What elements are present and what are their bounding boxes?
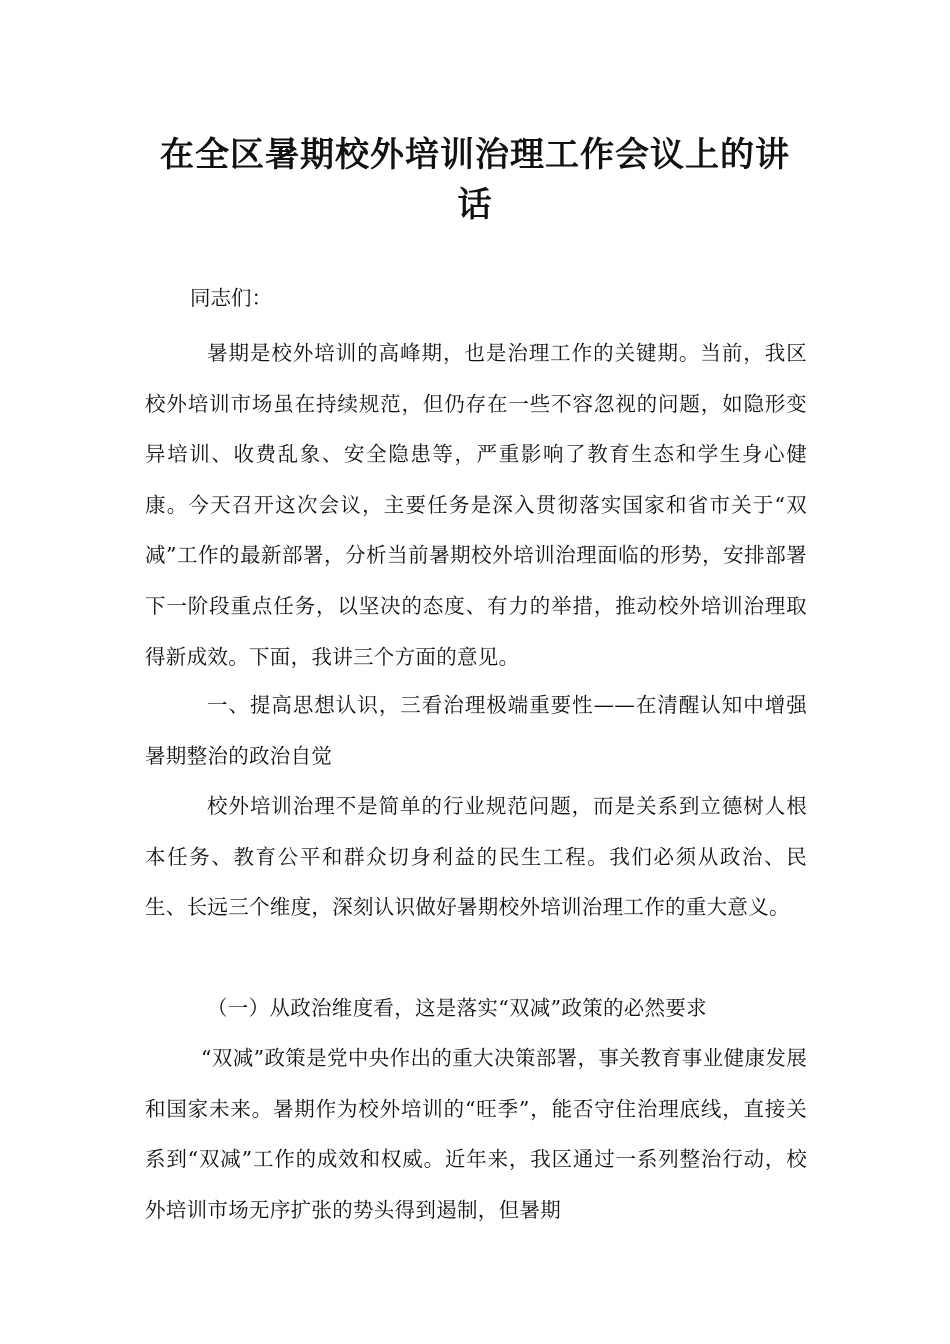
paragraph-intro: 暑期是校外培训的高峰期，也是治理工作的关键期。当前，我区校外培训市场虽在持续规范，但仍存在一些不容忽视的问题，如隐形变异培训、收费乱象、安全隐患等，严重影响了教育生态和学生身心健康。今天召开这次会议，主要任务是深入贯彻落实国家和省市关于“双减”工作的最新部署，分析当前暑期校外培训治理面临的形势，安排部署下一阶段重点任务，以坚决的态度、有力的举措，推动校外培训治理取得新成效。下面，我讲三个方面的意见。 bbox=[145, 341, 807, 669]
paragraph-subsection-1: “双减”政策是党中央作出的重大决策部署，事关教育事业健康发展和国家未来。暑期作为校外培训的“旺季”，能否守住治理底线，直接关系到“双减”工作的成效和权威。近年来，我区通过一系列整治行动，校外培训市场无序扩张的势头得到遏制，但暑期 bbox=[145, 1046, 807, 1222]
document-title: 在全区暑期校外培训治理工作会议上的讲话 bbox=[160, 135, 790, 225]
section-heading-1: 一、提高思想认识，三看治理极端重要性——在清醒认知中增强暑期整治的政治自觉 bbox=[145, 693, 807, 768]
subsection-heading-1: （一）从政治维度看，这是落实“双减”政策的必然要求 bbox=[207, 996, 707, 1020]
salutation: 同志们： bbox=[190, 286, 272, 310]
paragraph-section-1: 校外培训治理不是简单的行业规范问题，而是关系到立德树人根本任务、教育公平和群众切身利益的民生工程。我们必须从政治、民生、长远三个维度，深刻认识做好暑期校外培训治理工作的重大意义。 bbox=[145, 794, 807, 920]
